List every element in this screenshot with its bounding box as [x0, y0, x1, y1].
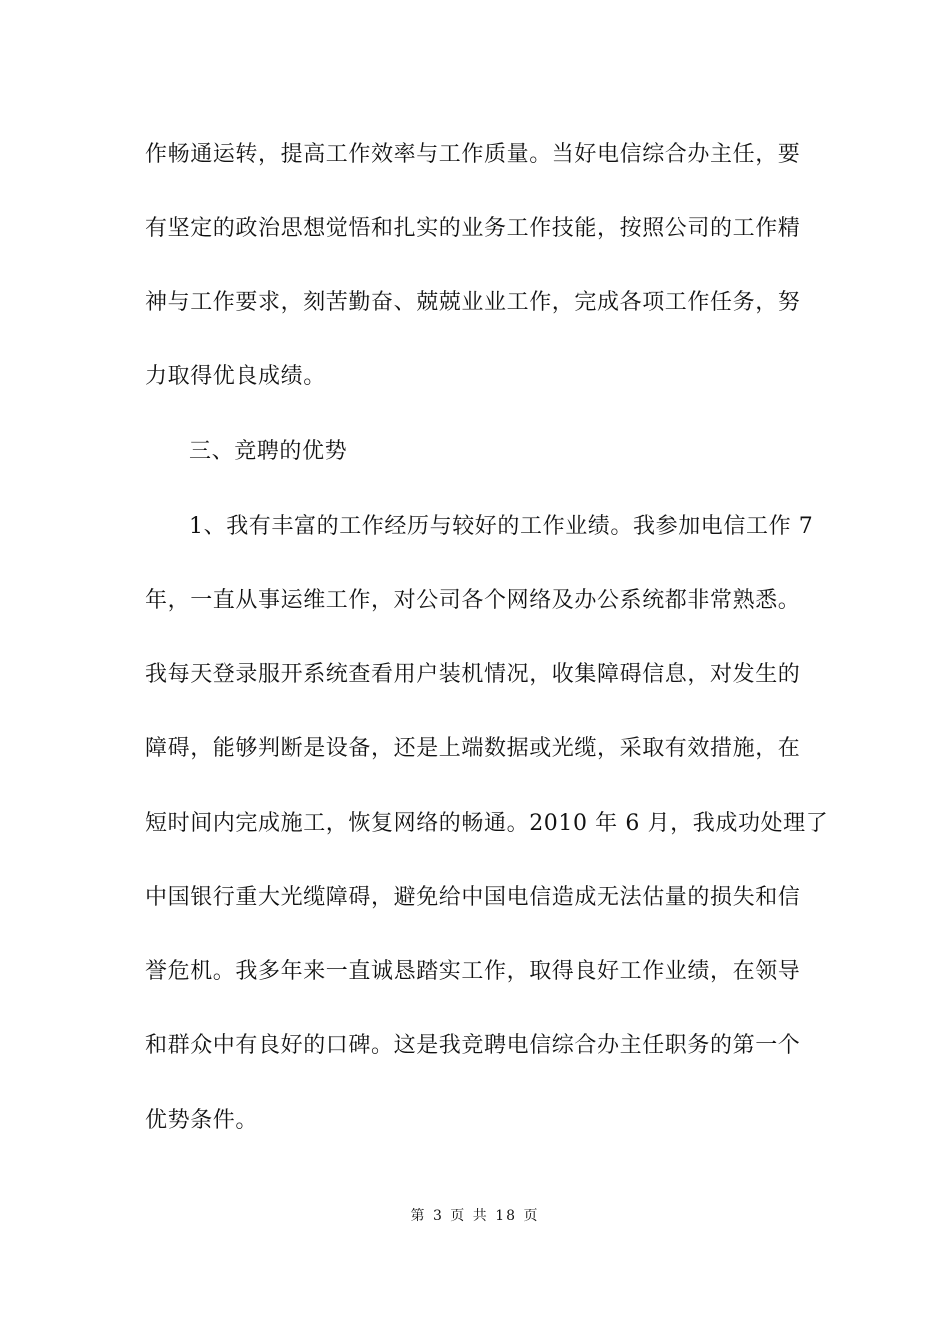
paragraph-line-11: 中国银行重大光缆障碍，避免给中国电信造成无法估量的损失和信 [145, 885, 801, 910]
paragraph-line-13: 和群众中有良好的口碑。这是我竞聘电信综合办主任职务的第一个 [145, 1033, 801, 1058]
paragraph-line-8: 我每天登录服开系统查看用户装机情况，收集障碍信息，对发生的 [145, 662, 801, 687]
paragraph-line-6: 1、我有丰富的工作经历与较好的工作业绩。我参加电信工作 7 [189, 514, 814, 539]
page-number-footer: 第 3 页 共 18 页 [410, 1208, 540, 1224]
paragraph-line-4: 力取得优良成绩。 [145, 364, 326, 389]
paragraph-line-14: 优势条件。 [145, 1108, 259, 1133]
paragraph-line-1: 作畅通运转，提高工作效率与工作质量。当好电信综合办主任，要 [145, 142, 801, 167]
section-heading: 三、竞聘的优势 [189, 439, 348, 464]
paragraph-line-3: 神与工作要求，刻苦勤奋、兢兢业业工作，完成各项工作任务，努 [145, 290, 801, 315]
paragraph-line-10: 短时间内完成施工，恢复网络的畅通。2010 年 6 月，我成功处理了 [145, 811, 829, 836]
paragraph-line-9: 障碍，能够判断是设备，还是上端数据或光缆，采取有效措施，在 [145, 736, 801, 761]
paragraph-line-2: 有坚定的政治思想觉悟和扎实的业务工作技能，按照公司的工作精 [145, 216, 801, 241]
paragraph-line-7: 年，一直从事运维工作，对公司各个网络及办公系统都非常熟悉。 [145, 588, 801, 613]
paragraph-line-12: 誉危机。我多年来一直诚恳踏实工作，取得良好工作业绩，在领导 [145, 959, 801, 984]
